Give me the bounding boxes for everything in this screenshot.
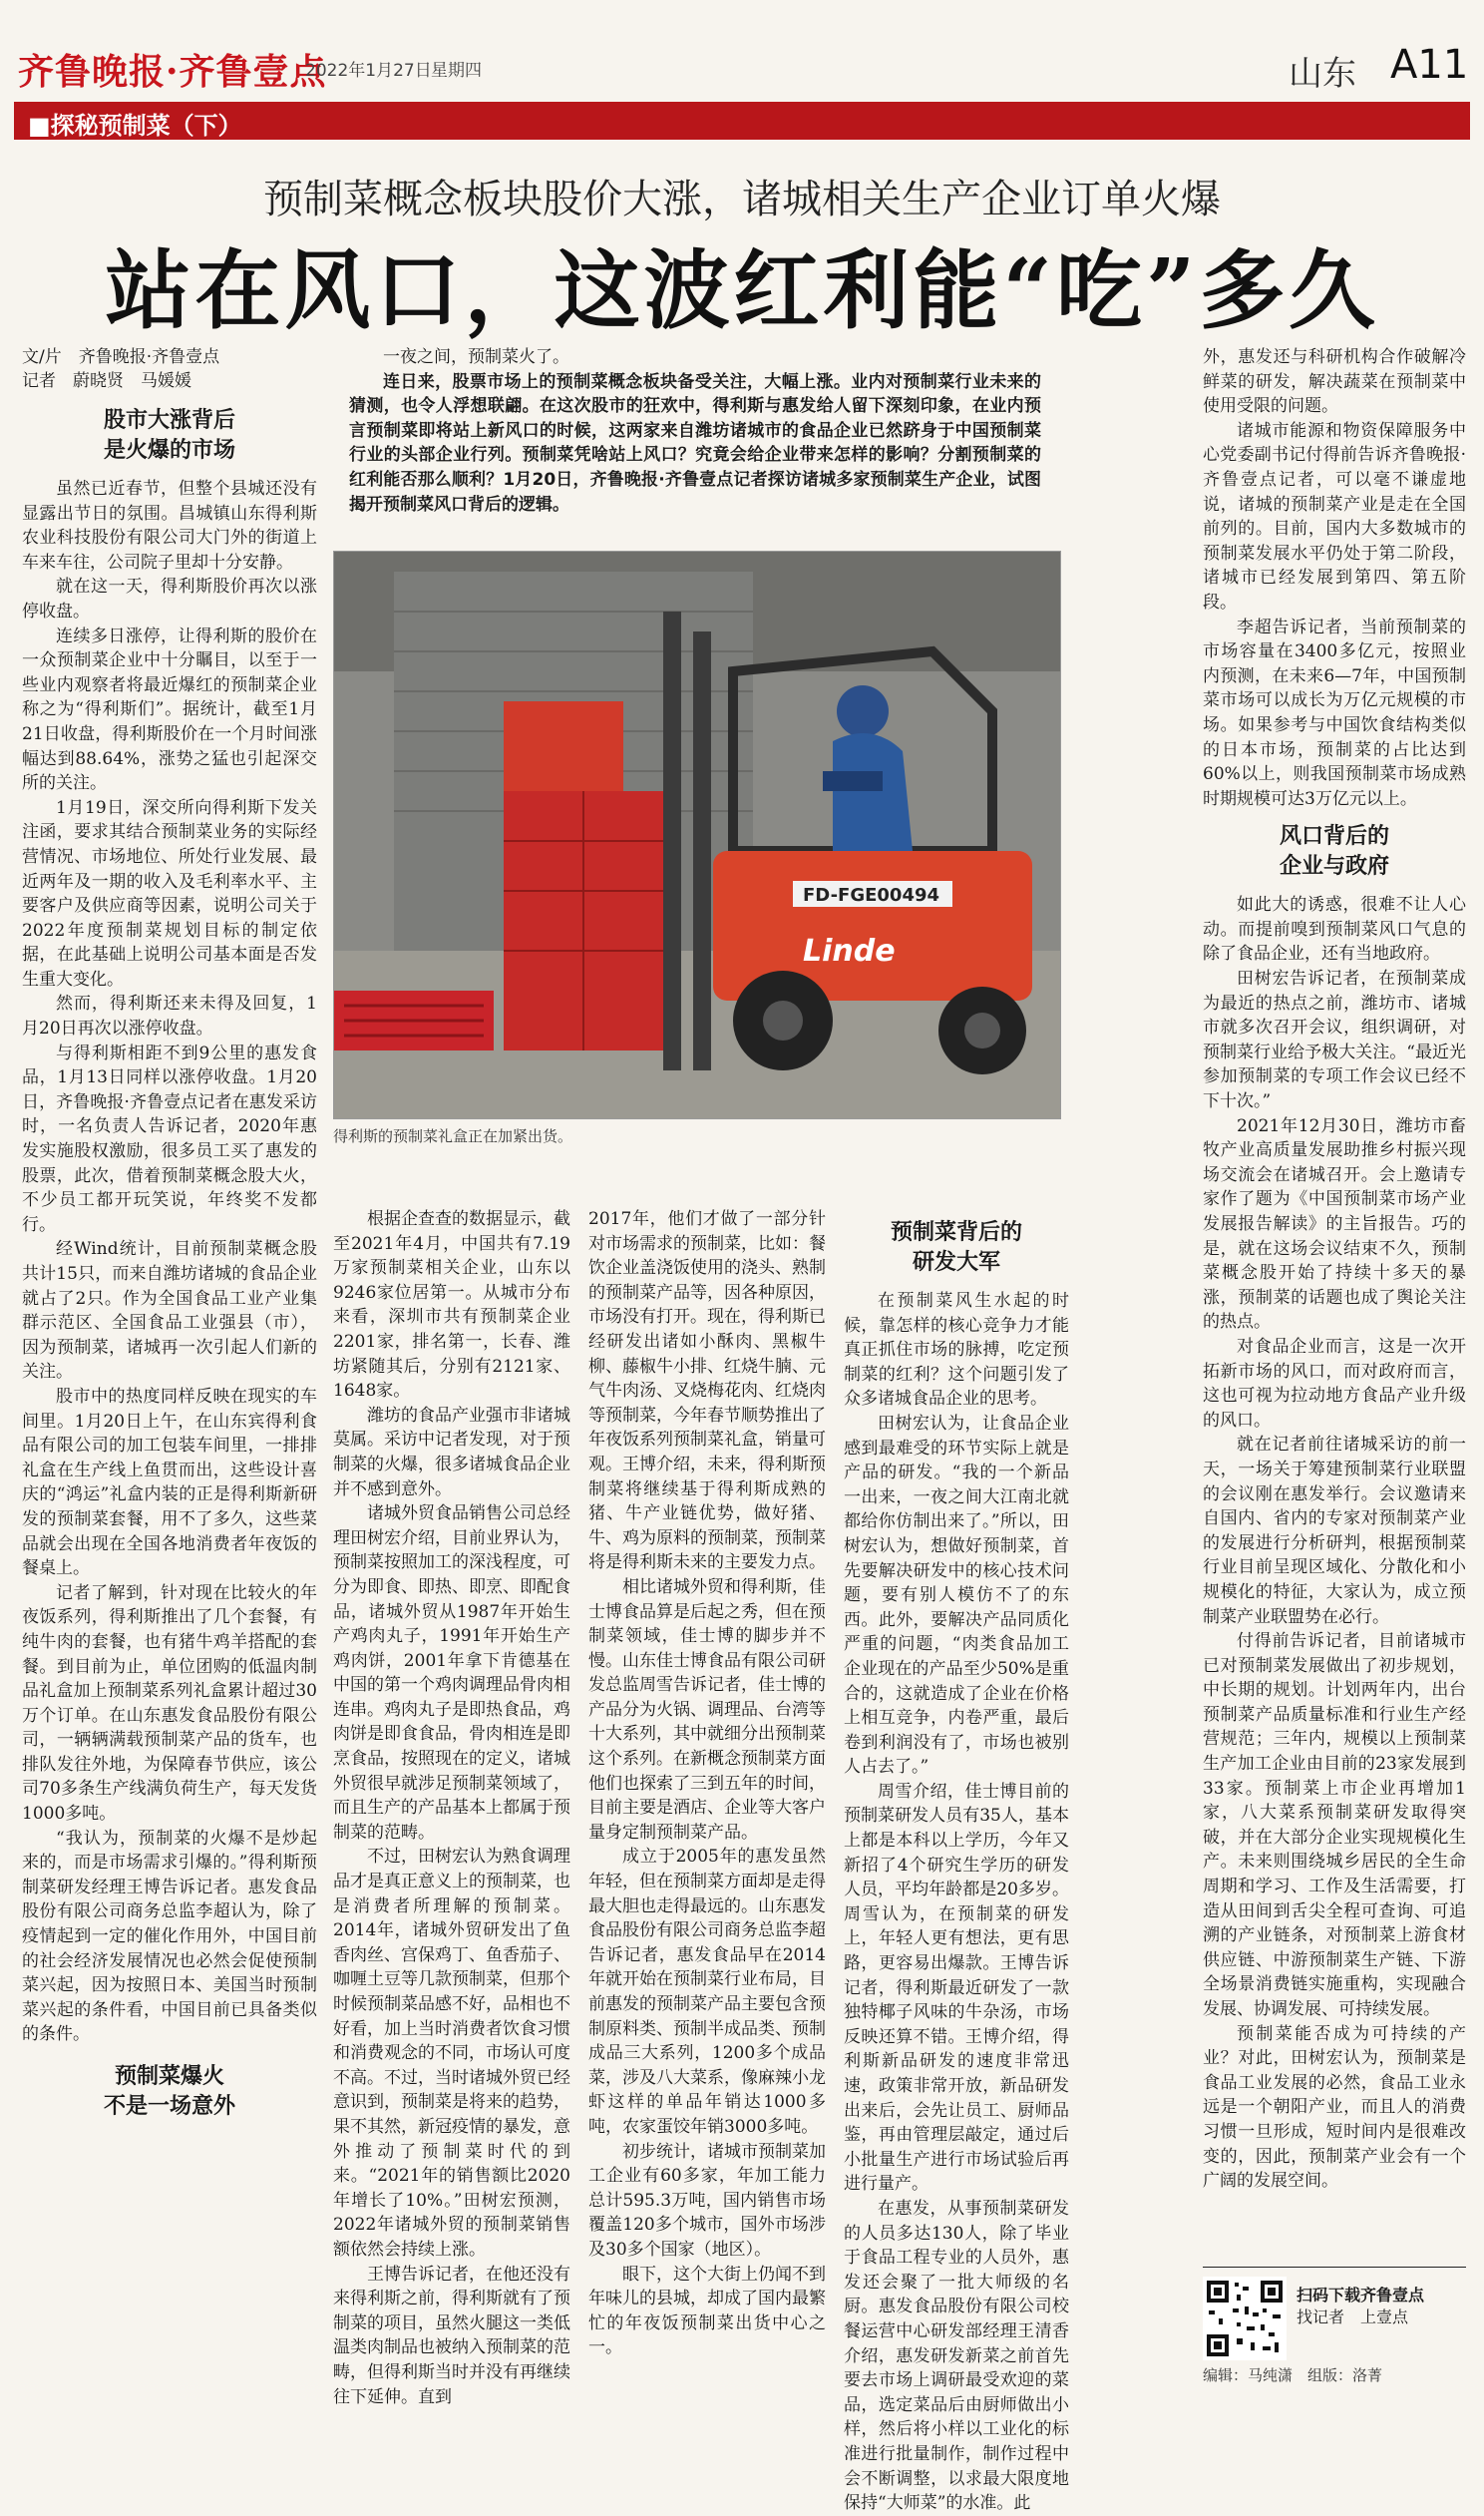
subtitle: 预制菜概念板块股价大涨，诸城相关生产企业订单火爆: [263, 177, 1221, 222]
article-photo: [333, 551, 1061, 1119]
article-column-5: [1203, 345, 1466, 2194]
article-column-3: [588, 1207, 826, 2360]
col4-p2: 周雪介绍，佳士博目前的预制菜研发人员有35人，基本上都是本科以上学历，今年又新招了4个研究生学历的研发人员，平均年龄都是20多岁。周雪认为，在预制菜的研发上，年轻人更有想法，更有思路，更容易出爆款。王博告诉记者，得利斯最近研发了一款独特椰子风味的牛杂汤，市场反映还算不错。王博介绍，得利斯新品研发的速度非常迅速，政策非常开放，新品研发出来后，会先让员工、厨师品鉴，再由管理层敲定，通过后小批量生产进行市场试验后再进行量产。: [844, 1781, 1069, 2195]
col1-p2: 连续多日涨停，让得利斯的股价在一众预制菜企业中十分瞩目，以至于一些业内观察者将最近爆红的预制菜企业称之为“得利斯们”。据统计，截至1月21日收盘，得利斯股价在一个月时间涨幅达到88.64%，涨势之猛也引起深交所的关注。: [22, 626, 317, 794]
qr-code[interactable]: [1203, 2277, 1287, 2360]
col5-p2: 李超告诉记者，当前预制菜的市场容量在3400多亿元，按照业内预测，在未来6—7年，中国预制菜市场可以成长为万亿元规模的市场。如果参考与中国饮食结构类似的日本市场，预制菜的占比达到60%以上，则我国预制菜市场成熟时期规模可达3万亿元以上。: [1203, 617, 1466, 809]
page-number: A11: [1390, 42, 1469, 88]
qr-caption-line1: 扫码下载齐鲁壹点: [1297, 2286, 1425, 2305]
col3-p0: 2017年，他们才做了一部分针对市场需求的预制菜，比如：餐饮企业盖浇饭使用的浇头、熟制的预制菜产品等，因各种原因，市场没有打开。现在，得利斯已经研发出诸如小酥肉、黑椒牛柳、藤椒牛小排、红烧牛腩、元气牛肉汤、叉烧梅花肉、红烧肉等预制菜，今年春节顺势推出了年夜饭系列预制菜礼盒，销量可观。王博介绍，未来，得利斯预制菜将继续基于得利斯成熟的猪、牛产业链优势，做好猪、牛、鸡为原料的预制菜，预制菜将是得利斯未来的主要发力点。: [588, 1209, 826, 1573]
masthead: [14, 40, 1470, 100]
forklift-brand: Linde: [803, 934, 896, 969]
col5-q4: 就在记者前往诸城采访的前一天，一场关于筹建预制菜行业联盟的会议刚在惠发举行。会议邀请来自国内、省内的专家对预制菜产业的发展进行分析研判，根据预制菜行业目前呈现区域化、分散化和小规模化的特征，大家认为，成立预制菜产业联盟势在必行。: [1203, 1435, 1466, 1627]
col4-p1: 田树宏认为，让食品企业感到最难受的环节实际上就是产品的研发。“我的一个新品一出来，一夜之间大江南北就都给你仿制出来了。”所以，田树宏认为，想做好预制菜，首先要解决研发中的核心技术问题，要有别人模仿不了的东西。此外，要解决产品同质化严重的问题，“肉类食品加工企业现在的产品至少50%是重合的，这就造成了企业在价格上相互竞争，内卷严重，最后卷到利润没有了，市场也被别人占去了。”: [844, 1413, 1069, 1778]
subhead-rd: 预制菜背后的 研发大军: [890, 1219, 1022, 1275]
col5-q0: 如此大的诱惑，很难不让人心动。而提前嗅到预制菜风口气息的除了食品企业，还有当地政府。: [1203, 895, 1466, 965]
lead-p1: 一夜之间，预制菜火了。: [383, 347, 569, 367]
col1-p6: 经Wind统计，目前预制菜概念股共计15只，而来自潍坊诸城的食品企业就占了2只。作为全国食品工业产业集群示范区、全国食品工业强县（市），因为预制菜，诸城再一次引起人们新的关注。: [22, 1239, 317, 1383]
article-column-2: [333, 1207, 570, 2409]
col2-p3: 不过，田树宏认为熟食调理品才是真正意义上的预制菜，也是消费者所理解的预制菜。2014年，诸城外贸研发出了鱼香肉丝、宫保鸡丁、鱼香茄子、咖喱土豆等几款预制菜，但那个时候预制菜品感不好，品相也不好看，加上当时消费者饮食习惯和消费观念的不同，市场认可度不高。不过，当时诸城外贸已经意识到，预制菜是将来的趋势，果不其然，新冠疫情的暴发，意外推动了预制菜时代的到来。“2021年的销售额比2020年增长了10%。”田树宏预测，2022年诸城外贸的预制菜销售额依然会持续上涨。: [333, 1847, 570, 2260]
article-column-1: [22, 395, 317, 2133]
article-column-4: [844, 1207, 1069, 2516]
col2-p4: 王博告诉记者，在他还没有来得利斯之前，得利斯就有了预制菜的项目，虽然火腿这一类低温类肉制品也被纳入预制菜的范畴，但得利斯当时并没有再继续往下延伸。直到: [333, 2264, 570, 2407]
col1-p5: 与得利斯相距不到9公里的惠发食品，1月13日同样以涨停收盘。1月20日，齐鲁晚报·齐鲁壹点记者在惠发采访时，一名负责人告诉记者，2020年惠发实施股权激励，很多员工买了惠发的股票，此次，借着预制菜概念股大火，不少员工都开玩笑说，年终奖不发都行。: [22, 1043, 317, 1235]
column-title: ■探秘预制菜（下）: [28, 112, 242, 140]
col2-p0: 根据企查查的数据显示，截至2021年4月，中国共有7.19万家预制菜相关企业，山东以9246家位居第一。从城市分布来看，深圳市共有预制菜企业2201家，排名第一，长春、潍坊紧随其后，分别有2121家、1648家。: [333, 1209, 570, 1402]
byline-reporters: 记者 蔚晓贤 马媛媛: [22, 371, 191, 391]
footer-divider: [1203, 2267, 1466, 2268]
qr-caption-line2: 找记者 上壹点: [1297, 2307, 1409, 2326]
col5-q1: 田树宏告诉记者，在预制菜成为最近的热点之前，潍坊市、诸城市就多次召开会议，组织调研，对预制菜行业给予极大关注。“最近光参加预制菜的专项工作会议已经不下十次。”: [1203, 969, 1466, 1112]
forklift-plate: FD-FGE00494: [803, 885, 940, 906]
col5-p1: 诸城市能源和物资保障服务中心党委副书记付得前告诉齐鲁晚报·齐鲁壹点记者，可以毫不谦虚地说，诸城的预制菜产业是走在全国前列的。目前，国内大多数城市的预制菜发展水平仍处于第二阶段，诸城市已经发展到第四、第五阶段。: [1203, 420, 1466, 613]
col1-p4: 然而，得利斯还来未得及回复，1月20日再次以涨停收盘。: [22, 994, 317, 1040]
lead-p2: 连日来，股票市场上的预制菜概念板块备受关注，大幅上涨。业内对预制菜行业未来的猜测，也令人浮想联翩。在这次股市的狂欢中，得利斯与惠发给人留下深刻印象，在业内预言预制菜即将站上新风口的时候，这两家来自潍坊诸城市的食品企业已然跻身于中国预制菜行业的头部企业行列。预制菜凭啥站上风口？究竟会给企业带来怎样的影响？分割预制菜的红利能否那么顺利？1月20日，齐鲁晚报·齐鲁壹点记者探访诸城多家预制菜生产企业，试图揭开预制菜风口背后的逻辑。: [349, 371, 1041, 515]
subhead-not-accident: 预制菜爆火 不是一场意外: [103, 2063, 235, 2119]
col1-p3: 1月19日，深交所向得利斯下发关注函，要求其结合预制菜业务的实际经营情况、市场地位、所处行业发展、最近两年及一期的收入及毛利率水平、主要客户及供应商等因素，说明公司关于2022年度预制菜规划目标的制定依据，在此基础上说明公司基本面是否发生重大变化。: [22, 797, 317, 990]
qr-caption: [1297, 2285, 1424, 2328]
col3-p3: 初步统计，诸城市预制菜加工企业有60多家，年加工能力总计595.3万吨，国内销售市场覆盖120多个城市，国外市场涉及30多个国家（地区）。: [588, 2141, 826, 2260]
col5-q6: 预制菜能否成为可持续的产业？对此，田树宏认为，预制菜是食品工业发展的必然，食品工业永远是一个朝阳产业，而且人的消费习惯一旦形成，短时间内是很难改变的，因此，预制菜产业会有一个广阔的发展空间。: [1203, 2023, 1466, 2192]
col5-q3: 对食品企业而言，这是一次开拓新市场的风口，而对政府而言，这也可视为拉动地方食品产业升级的风口。: [1203, 1336, 1466, 1431]
col4-p0: 在预制菜风生水起的时候，靠怎样的核心竞争力才能真正抓住市场的脉搏，吃定预制菜的红利？这个问题引发了众多诸城食品企业的思考。: [844, 1291, 1069, 1410]
col4-p3: 在惠发，从事预制菜研发的人员多达130人，除了毕业于食品工程专业的人员外，惠发还会聚了一批大师级的名厨。惠发食品股份有限公司校餐运营中心研发部经理王清香介绍，惠发研发新菜之前首先要去市场上调研最受欢迎的菜品，选定菜品后由厨师做出小样，然后将小样以工业化的标准进行批量制作，制作过程中会不断调整，以求最大限度地保持“大师菜”的水准。此: [844, 2198, 1069, 2514]
col1-p0: 虽然已近春节，但整个县城还没有显露出节日的氛围。昌城镇山东得利斯农业科技股份有限公司大门外的街道上车来车往，公司院子里却十分安静。: [22, 479, 317, 573]
newspaper-logo: 齐鲁晚报·齐鲁壹点: [18, 51, 327, 93]
photo-caption: 得利斯的预制菜礼盒正在加紧出货。: [333, 1127, 573, 1145]
col3-p4: 眼下，这个大街上仍闻不到年味儿的县城，却成了国内最繁忙的年夜饭预制菜出货中心之一。: [588, 2264, 826, 2358]
col3-p1: 相比诸城外贸和得利斯，佳士博食品算是后起之秀，但在预制菜领域，佳士博的脚步并不慢。山东佳士博食品有限公司研发总监周雪告诉记者，佳士博的产品分为火锅、调理品、台湾等十大系列，其中就细分出预制菜这个系列。在新概念预制菜方面他们也探索了三到五年的时间，目前主要是酒店、企业等大客户量身定制预制菜产品。: [588, 1576, 826, 1843]
col1-p9: “我认为，预制菜的火爆不是炒起来的，而是市场需求引爆的。”得利斯预制菜研发经理王博告诉记者。惠发食品股份有限公司商务总监李超认为，除了疫情起到一定的催化作用外，中国目前的社会经济发展情况也必然会促使预制菜兴起，因为按照日本、美国当时预制菜兴起的条件看，中国目前已具备类似的条件。: [22, 1828, 317, 2045]
qr-code-icon: [1203, 2277, 1287, 2360]
col1-p1: 就在这一天，得利斯股价再次以涨停收盘。: [22, 577, 317, 622]
subhead-market: 股市大涨背后 是火爆的市场: [103, 407, 235, 463]
col2-p2: 诸城外贸食品销售公司总经理田树宏介绍，目前业界认为，预制菜按照加工的深浅程度，可分为即食、即热、即烹、即配食品，诸城外贸从1987年开始生产鸡肉丸子，1991年开始生产鸡肉饼，2001年拿下肯德基在中国的第一个鸡肉调理品骨肉相连串。鸡肉丸子是即热食品，鸡肉饼是即食食品，骨肉相连是即烹食品，按照现在的定义，诸城外贸很早就涉足预制菜领域了，而且生产的产品基本上都属于预制菜的范畴。: [333, 1503, 570, 1843]
byline: [22, 345, 219, 393]
col1-p7: 股市中的热度同样反映在现实的车间里。1月20日上午，在山东宾得利食品有限公司的加工包装车间里，一排排礼盒在生产线上鱼贯而出，这些设计喜庆的“鸿运”礼盒内装的正是得利斯新研发的预制菜套餐，用不了多久，这些菜品就会出现在全国各地消费者年夜饭的餐桌上。: [22, 1386, 317, 1579]
section-name: 山东: [1289, 54, 1356, 94]
col5-q5: 付得前告诉记者，目前诸城市已对预制菜发展做出了初步规划，中长期的规划。计划两年内，出台预制菜产品质量标准和行业生产经营规范；三年内，规模以上预制菜生产加工企业由目前的23家发展到33家。预制菜上市企业再增加1家，八大菜系预制菜研发取得突破，并在大部分企业实现规模化生产。未来则围绕城乡居民的全生命周期和学习、工作及生活需要，打造从田间到舌尖全程可查询、可追溯的产业链条，对预制菜上游食材供应链、中游预制菜生产链、下游全场景消费链实施重构，实现融合发展、协调发展、可持续发展。: [1203, 1631, 1466, 2019]
column-title-bar: [14, 102, 1470, 140]
issue-weekday: 星期四: [431, 61, 482, 81]
subhead-government: 风口背后的 企业与政府: [1279, 823, 1389, 880]
col2-p1: 潍坊的食品产业强市非诸城莫属。采访中记者发现，对于预制菜的火爆，很多诸城食品企业并不感到意外。: [333, 1405, 570, 1499]
col3-p2: 成立于2005年的惠发虽然年轻，但在预制菜方面却是走得最大胆也走得最远的。山东惠发食品股份有限公司商务总监李超告诉记者，惠发食品早在2014年就开始在预制菜行业布局，目前惠发的预制菜产品主要包含预制原料类、预制半成品类、预制成品三大系列，1200多个成品菜，涉及八大菜系，像麻辣小龙虾这样的单品年销达1000多吨，农家蛋饺年销3000多吨。: [588, 1847, 826, 2137]
issue-date: 2022年1月27日: [305, 61, 432, 81]
col1-body: [22, 477, 317, 2047]
forklift-photo-illustration: [334, 552, 1060, 1118]
headline: 站在风口，这波红利能“吃”多久: [105, 240, 1379, 341]
col1-p8: 记者了解到，针对现在比较火的年夜饭系列，得利斯推出了几个套餐，有纯牛肉的套餐，也有猪牛鸡羊搭配的套餐。到目前为止，单位团购的低温肉制品礼盒加上预制菜系列礼盒累计超过30万个订单。在山东惠发食品股份有限公司，一辆辆满载预制菜产品的货车，也排队发往外地，为保障春节供应，该公司70多条生产线满负荷生产，每天发货1000多吨。: [22, 1582, 317, 1825]
editor-credits: 编辑：马纯潇 组版：洛菁: [1203, 2366, 1383, 2384]
col5-q2: 2021年12月30日，潍坊市畜牧产业高质量发展助推乡村振兴现场交流会在诸城召开。会上邀请专家作了题为《中国预制菜市场产业发展报告解读》的主旨报告。巧的是，就在这场会议结束不久，预制菜概念股开始了持续十多天的暴涨，预制菜的话题也成了舆论关注的热点。: [1203, 1115, 1466, 1333]
byline-source: 文/片 齐鲁晚报·齐鲁壹点: [22, 347, 220, 367]
lead-paragraph: [349, 345, 1041, 517]
col5-p0: 外，惠发还与科研机构合作破解冷鲜菜的研发，解决蔬菜在预制菜中使用受限的问题。: [1203, 347, 1466, 417]
